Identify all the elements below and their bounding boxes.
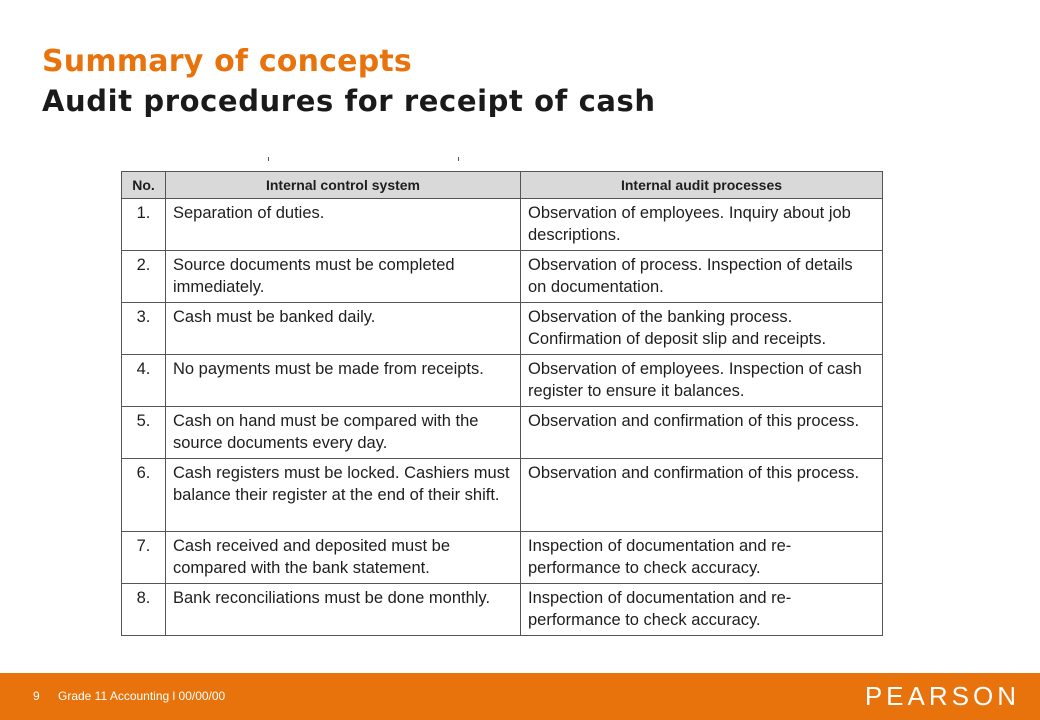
page-number: 9 (33, 689, 40, 703)
row-number: 7. (122, 532, 166, 584)
control-cell: No payments must be made from receipts. (166, 355, 521, 407)
audit-cell: Observation of the banking process. Confirmation of deposit slip and receipts. (521, 303, 883, 355)
control-cell: Cash must be banked daily. (166, 303, 521, 355)
audit-cell: Inspection of documentation and re-performance to check accuracy. (521, 584, 883, 636)
row-number: 2. (122, 251, 166, 303)
footer-course-label: Grade 11 Accounting l 00/00/00 (58, 689, 226, 703)
row-number: 3. (122, 303, 166, 355)
row-number: 1. (122, 199, 166, 251)
slide-subtitle: Audit procedures for receipt of cash (42, 84, 656, 118)
control-cell: Separation of duties. (166, 199, 521, 251)
audit-cell: Observation of employees. Inquiry about job descriptions. (521, 199, 883, 251)
row-number: 4. (122, 355, 166, 407)
table-row (122, 251, 883, 303)
row-number: 6. (122, 459, 166, 532)
table-row (122, 355, 883, 407)
table-row (122, 459, 883, 532)
audit-cell: Observation and confirmation of this process. (521, 407, 883, 459)
table-row (122, 532, 883, 584)
audit-cell: Observation of employees. Inspection of cash register to ensure it balances. (521, 355, 883, 407)
control-cell: Cash received and deposited must be compared with the bank statement. (166, 532, 521, 584)
footer-bar (0, 673, 1040, 720)
pearson-logo: PEARSON (864, 681, 1020, 711)
control-cell: Source documents must be completed immediately. (166, 251, 521, 303)
audit-cell: Inspection of documentation and re-performance to check accuracy. (521, 532, 883, 584)
control-cell: Bank reconciliations must be done monthly. (166, 584, 521, 636)
header-no: No. (122, 172, 166, 199)
header-internal-control: Internal control system (166, 172, 521, 199)
header-audit-processes: Internal audit processes (521, 172, 883, 199)
audit-cell: Observation of process. Inspection of details on documentation. (521, 251, 883, 303)
slide-title: Summary of concepts (42, 44, 412, 79)
row-number: 8. (122, 584, 166, 636)
scan-mark (268, 157, 269, 161)
control-cell: Cash registers must be locked. Cashiers must balance their register at the end of their shift. (166, 459, 521, 532)
table-row (122, 407, 883, 459)
table-row (122, 303, 883, 355)
scan-mark (458, 157, 459, 161)
audit-cell: Observation and confirmation of this process. (521, 459, 883, 532)
table-header-row (122, 172, 883, 199)
audit-procedures-table (121, 171, 883, 636)
control-cell: Cash on hand must be compared with the source documents every day. (166, 407, 521, 459)
table-row (122, 584, 883, 636)
row-number: 5. (122, 407, 166, 459)
table-row (122, 199, 883, 251)
